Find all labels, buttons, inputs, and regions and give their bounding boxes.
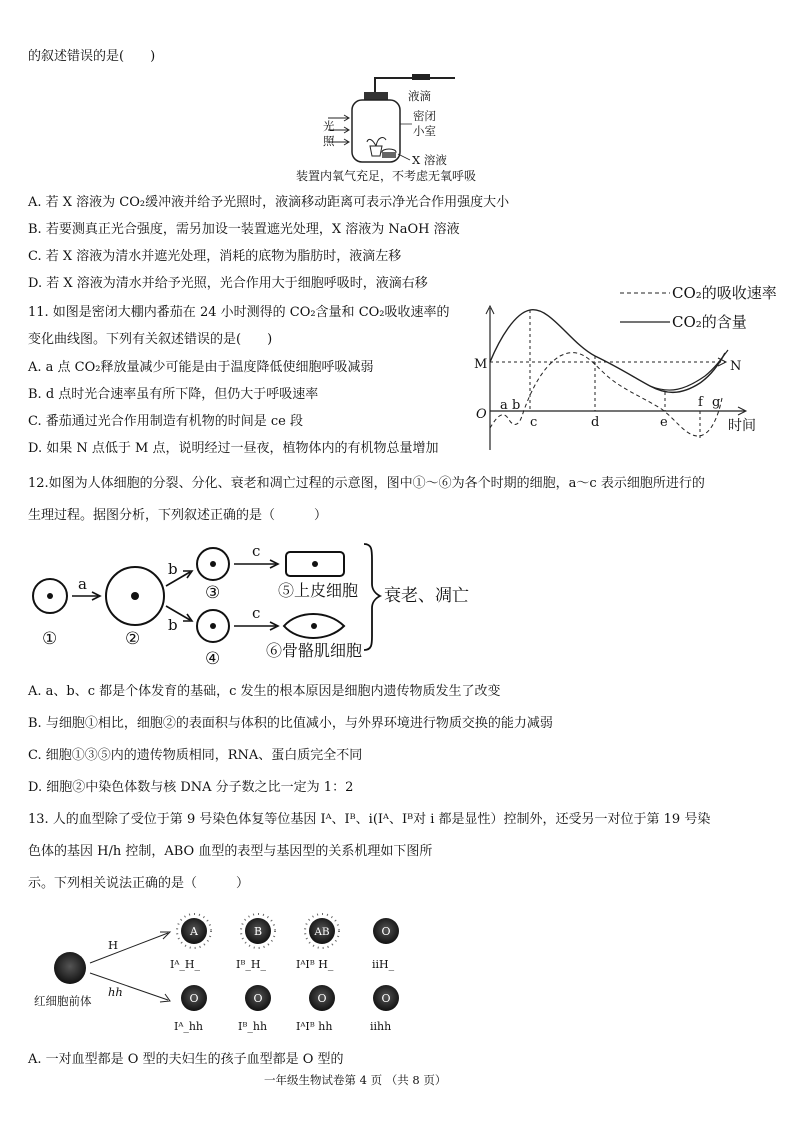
svg-text:O: O (317, 992, 327, 1005)
label-cell-1: ① (42, 629, 58, 649)
genotype-bottom-4: iihh (370, 1020, 392, 1033)
q11-co2-chart (470, 278, 800, 463)
q13-stem-3: 示。下列相关说法正确的是（ ） (28, 876, 250, 891)
label-precursor: 红细胞前体 (34, 994, 92, 1008)
label-cell-6: ⑥骨骼肌细胞 (266, 641, 363, 660)
svg-text:B: B (253, 925, 263, 938)
q12-stem-1: 12.如图为人体细胞的分裂、分化、衰老和凋亡过程的示意图，图中①～⑥为各个时期的细胞，a～c 表示细胞所进行的 (28, 476, 705, 491)
q10-option-a: A. 若 X 溶液为 CO₂缓冲液并给予光照时，液滴移动距离可表示净光合作用强度大小 (28, 195, 510, 210)
label-cell-4: ④ (205, 649, 221, 669)
proc-b2: b (168, 616, 178, 634)
q11-option-a: A. a 点 CO₂释放量减少可能是由于温度降低使细胞呼吸减弱 (28, 360, 374, 375)
point-e: e (660, 415, 668, 430)
cell-type-O-top (373, 918, 399, 944)
cell-type-O-bottom-3 (309, 985, 335, 1011)
label-M: M (474, 357, 488, 372)
q10-figure-caption: 装置内氧气充足，不考虑无氧呼吸 (296, 169, 477, 183)
genotype-top-2: Iᴮ_H_ (236, 958, 267, 971)
q13-stem-2: 色体的基因 H/h 控制，ABO 血型的表型与基因型的关系机理如下图所 (28, 844, 433, 859)
label-light-1: 光 (323, 119, 335, 133)
q13-option-a: A. 一对血型都是 O 型的夫妇生的孩子血型都是 O 型的 (28, 1052, 344, 1067)
q11-option-b: B. d 点时光合速率虽有所下降，但仍大于呼吸速率 (28, 387, 319, 402)
cell-type-AB (305, 914, 339, 948)
q12-stem-2: 生理过程。据图分析，下列叙述正确的是（ ） (28, 508, 328, 523)
point-f: f (698, 395, 703, 410)
proc-c1: c (252, 542, 261, 560)
precursor-cell (54, 952, 86, 984)
co2-absorption-curve (490, 353, 722, 436)
label-solution: X 溶液 (412, 153, 447, 167)
svg-text:O: O (189, 992, 199, 1005)
genotype-bottom-2: Iᴮ_hh (238, 1020, 268, 1033)
label-N: N (730, 359, 742, 374)
cell-type-O-bottom-1 (181, 985, 207, 1011)
proc-c2: c (252, 604, 261, 622)
q10-option-c: C. 若 X 溶液为清水并遮光处理，消耗的底物为脂肪时，液滴左移 (28, 249, 402, 264)
label-light-2: 照 (323, 134, 335, 148)
label-drop: 液滴 (408, 89, 431, 103)
svg-text:O: O (381, 992, 391, 1005)
label-H: H (108, 938, 119, 952)
page-footer: 一年级生物试卷第 4 页 （共 8 页） (264, 1073, 447, 1087)
point-a: a (500, 398, 508, 413)
q11-option-c: C. 番茄通过光合作用制造有机物的时间是 ce 段 (28, 414, 303, 429)
q10-stem-tail: 的叙述错误的是( ) (28, 49, 156, 64)
q12-option-a: A. a、b、c 都是个体发育的基础，c 发生的根本原因是细胞内遗传物质发生了改变 (28, 684, 501, 699)
cell-type-B (241, 914, 275, 948)
brace (364, 544, 380, 650)
point-b: b (512, 398, 521, 413)
q12-option-b: B. 与细胞①相比，细胞②的表面积与体积的比值减小，与外界环境进行物质交换的能力减弱 (28, 716, 553, 731)
q11-stem-2: 变化曲线图。下列有关叙述错误的是( ) (28, 332, 273, 347)
q13-stem-1: 13. 人的血型除了受位于第 9 号染色体复等位基因 Iᴬ、Iᴮ、i(Iᴬ、Iᴮ对 i 都是显性）控制外，还受另一对位于第 19 号染 (28, 812, 711, 827)
genotype-top-1: Iᴬ_H_ (170, 958, 200, 971)
genotype-top-3: IᴬIᴮ H_ (296, 958, 334, 971)
q11-option-d: D. 如果 N 点低于 M 点，说明经过一昼夜，植物体内的有机物总量增加 (28, 441, 439, 456)
svg-text:O: O (381, 925, 391, 938)
point-c: c (530, 415, 538, 430)
q10-option-d: D. 若 X 溶液为清水并给予光照，光合作用大于细胞呼吸时，液滴右移 (28, 276, 428, 291)
label-hh: hh (108, 985, 123, 999)
q10-option-b: B. 若要测真正光合强度，需另加设一装置遮光处理，X 溶液为 NaOH 溶液 (28, 222, 460, 237)
proc-b1: b (168, 560, 178, 578)
legend-co2-content: CO₂的含量 (672, 313, 747, 331)
label-chamber-1: 密闭 (413, 109, 436, 123)
label-fate: 衰老、凋亡 (384, 586, 469, 606)
label-cell-2: ② (125, 629, 141, 649)
genotype-bottom-1: Iᴬ_hh (174, 1020, 204, 1033)
svg-text:O: O (253, 992, 263, 1005)
genotype-top-4: iiH_ (372, 958, 395, 971)
label-chamber-2: 小室 (413, 124, 436, 138)
q11-stem-1: 11. 如图是密闭大棚内番茄在 24 小时测得的 CO₂含量和 CO₂吸收速率的 (28, 305, 450, 320)
label-cell-5: ⑤上皮细胞 (278, 581, 359, 600)
q12-option-d: D. 细胞②中染色体数与核 DNA 分子数之比一定为 1：2 (28, 780, 354, 795)
genotype-bottom-3: IᴬIᴮ hh (296, 1020, 333, 1033)
proc-a: a (78, 575, 87, 593)
point-g: g (712, 395, 721, 410)
label-cell-3: ③ (205, 583, 221, 603)
q10-apparatus-figure (320, 72, 540, 182)
cell-type-O-bottom-2 (245, 985, 271, 1011)
legend-absorption-rate: CO₂的吸收速率 (672, 284, 777, 302)
q12-option-c: C. 细胞①③⑤内的遗传物质相同，RNA、蛋白质完全不同 (28, 748, 363, 763)
cell-type-A (177, 914, 211, 948)
point-d: d (591, 415, 600, 430)
svg-text:AB: AB (314, 926, 330, 938)
q13-blood-type-figure (28, 905, 428, 1050)
liquid-drop (412, 74, 430, 80)
q12-cell-figure (28, 540, 528, 670)
cell-type-O-bottom-4 (373, 985, 399, 1011)
x-axis-label: 时间 (728, 418, 756, 434)
svg-text:A: A (190, 925, 198, 938)
label-O: O (476, 407, 487, 422)
